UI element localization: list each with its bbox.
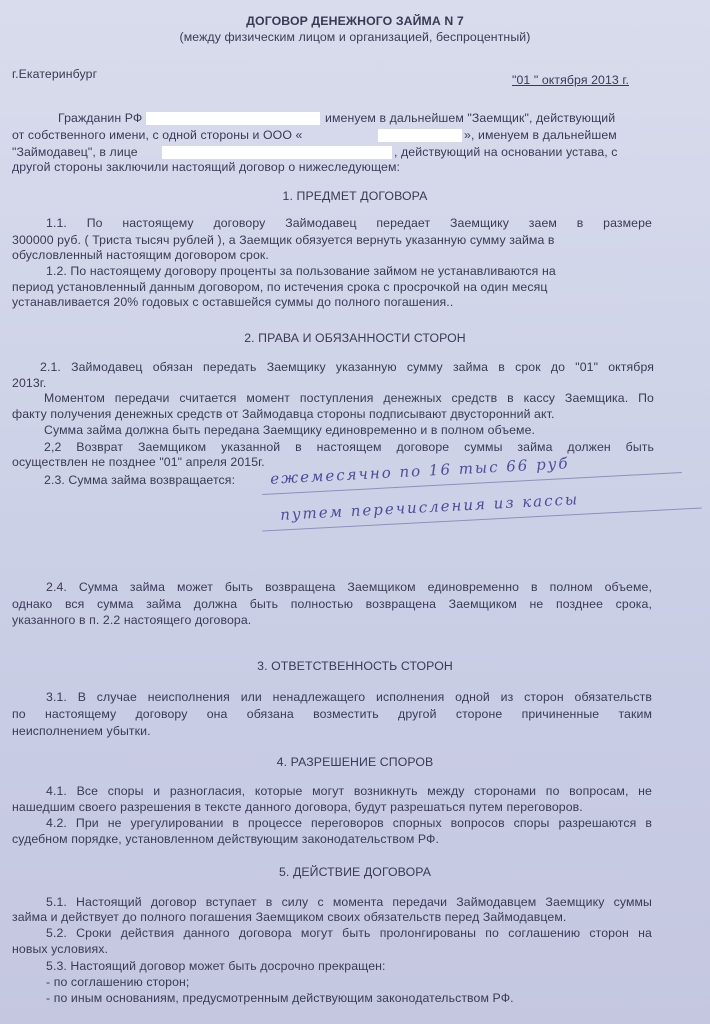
clause-1-1-line-3: обусловленный настоящим договором срок.: [12, 248, 269, 262]
clause-3-1-line-3: неисполнением убытки.: [12, 724, 151, 738]
document-title: ДОГОВОР ДЕНЕЖНОГО ЗАЙМА N 7: [246, 14, 464, 28]
section-4-heading: 4. РАЗРЕШЕНИЕ СПОРОВ: [276, 755, 434, 769]
section-3-heading: 3. ОТВЕТСТВЕННОСТЬ СТОРОН: [257, 659, 453, 673]
preamble-line-2b: », именуем в дальнейшем: [464, 128, 617, 142]
preamble-line-1b: именуем в дальнейшем "Заемщик", действующий: [325, 111, 616, 125]
document-subtitle: (между физическим лицом и организацией, беспроцентный): [179, 30, 531, 44]
section-2-heading: 2. ПРАВА И ОБЯЗАННОСТИ СТОРОН: [244, 331, 466, 345]
clause-2-2-line-2: осуществлен не позднее "01" апреля 2015г.: [12, 455, 265, 469]
clause-5-2-line-1: 5.2. Сроки действия данного договора могут быть пролонгированы по соглашению сторон на: [46, 926, 652, 940]
clause-2-3: 2.3. Сумма займа возвращается:: [44, 473, 236, 487]
preamble-line-2a: от собственного имени, с одной стороны и ООО «: [12, 128, 303, 142]
clause-1-1-line-1: 1.1. По настоящему договору Займодавец передает Заемщику заем в размере: [46, 216, 652, 230]
clause-5-3: 5.3. Настоящий договор может быть досрочно прекращен:: [46, 959, 386, 973]
preamble-line-3b: , действующий на основании устава, с: [394, 145, 618, 159]
clause-1-2-line-3: устанавливается 20% годовых с оставшейся суммы до полного погашения..: [12, 295, 454, 309]
clause-4-1-line-2: нашедшим своего разрешения в тексте данного договора, будут разрешаться путем переговоров.: [12, 800, 583, 814]
clause-5-1-line-1: 5.1. Настоящий договор вступает в силу с момента передачи Займодавцем Заемщику суммы: [46, 895, 652, 909]
clause-4-1-line-1: 4.1. Все споры и разногласия, которые могут возникнуть между сторонами по вопросам, не: [46, 784, 652, 798]
clause-2-4-line-3: указанного в п. 2.2 настоящего договора.: [12, 613, 252, 627]
clause-2-1-line-2: 2013г.: [12, 376, 47, 390]
contract-date: "01 " октября 2013 г.: [512, 73, 629, 87]
clause-4-2-line-1: 4.2. При не урегулировании в процессе переговоров спорных вопросов споры разрешаются в: [46, 816, 652, 830]
clause-2-1b-line-2: факту получения денежных средств от Займодавца стороны подписывают двусторонний акт.: [12, 407, 555, 421]
redaction-borrower-name: [146, 112, 320, 125]
redaction-company-name: [378, 129, 462, 142]
clause-4-2-line-2: судебном порядке, установленном действующим законодательством РФ.: [12, 832, 440, 846]
clause-2-4-line-2: однако вся сумма займа должна быть полностью возвращена Заемщиком не позднее срока,: [12, 597, 652, 611]
clause-1-1-line-2: 300000 руб. ( Триста тысяч рублей ), а Заемщик обязуется вернуть указанную сумму займа в: [12, 233, 555, 247]
clause-2-1c: Сумма займа должна быть передана Заемщику единовременно и в полном объеме.: [44, 423, 536, 437]
clause-2-2-line-1: 2,2 Возврат Заемщиком указанной в настоящем договоре суммы займа должен быть: [44, 440, 654, 454]
clause-3-1-line-1: 3.1. В случае неисполнения или ненадлежащего исполнения одной из сторон обязательств: [46, 690, 652, 704]
clause-5-3-item-2: - по иным основаниям, предусмотренным действующим законодательством РФ.: [46, 991, 514, 1005]
redaction-representative: [162, 146, 392, 159]
clause-2-1-line-1: 2.1. Займодавец обязан передать Заемщику указанную сумму займа в срок до "01" октября: [40, 360, 654, 374]
section-1-heading: 1. ПРЕДМЕТ ДОГОВОРА: [282, 189, 428, 203]
handwritten-line-1: ежемесячно по 16 тыс 66 руб: [269, 454, 570, 488]
city: г.Екатеринбург: [12, 67, 98, 81]
clause-3-1-line-2: по настоящему договору она обязана возместить другой стороне причиненные таким: [12, 707, 652, 721]
clause-5-3-item-1: - по соглашению сторон;: [46, 975, 190, 989]
clause-5-2-line-2: новых условиях.: [12, 942, 109, 956]
preamble-line-4: другой стороны заключили настоящий договор о нижеследующем:: [12, 160, 401, 174]
clause-2-4-line-1: 2.4. Сумма займа может быть возвращена Заемщиком единовременно в полном объеме,: [46, 580, 652, 594]
handwritten-line-2: путем перечисления из кассы: [279, 490, 580, 524]
preamble-line-1a: Гражданин РФ: [58, 111, 143, 125]
section-5-heading: 5. ДЕЙСТВИЕ ДОГОВОРА: [278, 865, 432, 879]
preamble-line-3a: "Займодавец", в лице: [12, 145, 138, 159]
clause-5-1-line-2: займа и действует до полного погашения Заемщиком своих обязательств перед Займодавцем.: [12, 910, 567, 924]
clause-2-1b-line-1: Моментом передачи считается момент поступления денежных средств в кассу Заемщика. По: [44, 391, 654, 405]
clause-1-2-line-1: 1.2. По настоящему договору проценты за пользование займом не устанавливаются на: [46, 264, 556, 278]
clause-1-2-line-2: период установленный данным договором, по истечения срока с просрочкой на один месяц: [12, 280, 548, 294]
